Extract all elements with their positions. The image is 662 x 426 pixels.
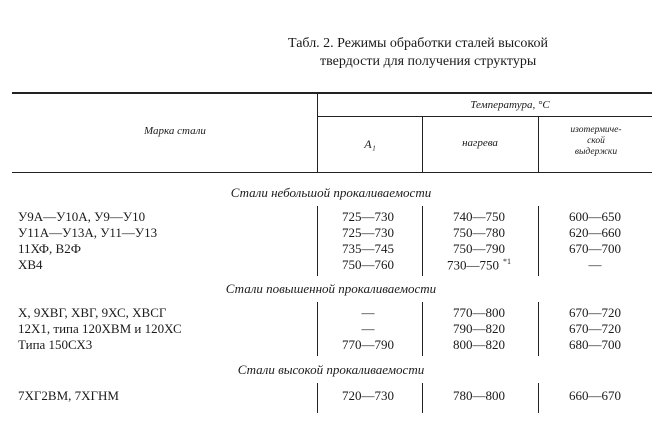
row-heating: 790—820 — [453, 321, 505, 336]
header-isothermal-line-1: изотермиче- — [570, 125, 622, 135]
header-bottom-rule — [12, 172, 652, 173]
row-a1: 725—730 — [342, 209, 394, 224]
row-grade: 7ХГ2ВМ, 7ХГНМ — [18, 388, 119, 403]
row-heating: 740—750 — [453, 209, 505, 224]
row-heating: 750—780 — [453, 225, 505, 240]
table-title — [288, 35, 638, 71]
row-heating-value: 730—750 — [447, 257, 499, 273]
row-heating: 780—800 — [453, 388, 505, 403]
row-hold: 670—720 — [569, 305, 621, 320]
header-temperature: Температура, °C — [470, 99, 550, 111]
row-hold: 660—670 — [569, 388, 621, 403]
row-heating — [424, 257, 534, 273]
row-grade: 11ХФ, В2Ф — [18, 241, 81, 256]
row-a1: 750—760 — [342, 257, 394, 272]
table-title-line-1: Табл. 2. Режимы обработки сталей высокой — [288, 36, 548, 51]
header-a1: A₁ — [364, 137, 376, 151]
row-a1: 770—790 — [342, 337, 394, 352]
row-hold: 680—700 — [569, 337, 621, 352]
row-hold: 670—700 — [569, 241, 621, 256]
row-grade: Типа 150СХ3 — [18, 337, 93, 352]
row-a1: — — [361, 321, 375, 336]
row-heating: 750—790 — [453, 241, 505, 256]
header-divider-1 — [317, 93, 318, 173]
row-grade: У9А—У10А, У9—У10 — [18, 209, 146, 224]
section-title: Стали повышенной прокаливаемости — [225, 281, 437, 296]
row-grade: Х, 9ХВГ, ХВГ, 9ХС, ХВСГ — [18, 305, 167, 320]
row-hold: 620—660 — [569, 225, 621, 240]
row-grade: У11А—У13А, У11—У13 — [18, 225, 158, 240]
row-heating: 770—800 — [453, 305, 505, 320]
row-hold: — — [588, 257, 602, 272]
row-grade: ХВ4 — [18, 257, 43, 272]
header-steel-grade: Марка стали — [144, 125, 206, 137]
row-grade: 12Х1, типа 120ХВМ и 120ХС — [18, 321, 182, 336]
table-top-rule — [12, 92, 652, 94]
header-isothermal-line-2: ской — [587, 136, 605, 146]
section-title: Стали небольшой прокаливаемости — [230, 185, 432, 200]
row-heating: 800—820 — [453, 337, 505, 352]
section-title: Стали высокой прокаливаемости — [237, 362, 425, 377]
row-hold: 600—650 — [569, 209, 621, 224]
header-isothermal-hold — [540, 125, 652, 158]
row-a1: — — [361, 305, 375, 320]
temperature-header-rule — [318, 116, 652, 117]
row-a1: 725—730 — [342, 225, 394, 240]
header-heating: нагрева — [462, 137, 498, 149]
row-a1: 720—730 — [342, 388, 394, 403]
footnote-mark: *1 — [503, 257, 511, 266]
row-a1: 735—745 — [342, 241, 394, 256]
table-title-line-2: твердости для получения структуры — [320, 54, 537, 69]
header-isothermal-line-3: выдержки — [574, 147, 618, 157]
row-hold: 670—720 — [569, 321, 621, 336]
